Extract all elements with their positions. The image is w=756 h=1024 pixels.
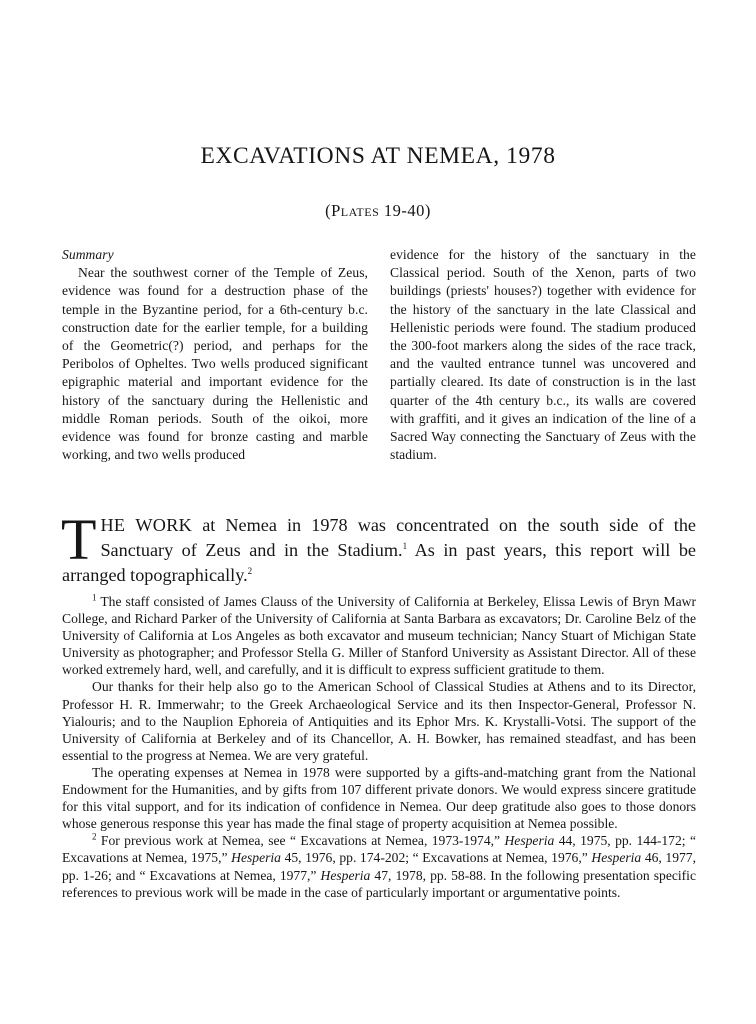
- intro-lead-caps: HE WORK: [100, 515, 193, 535]
- footnote-2-text: 47, 1978, pp. 58-88. In the following presentation specific references to previous work will be made in the case of particularly important or argumentative points.: [62, 867, 696, 900]
- article-title: EXCAVATIONS AT NEMEA, 1978: [200, 143, 556, 169]
- intro-text-b: As in past years, this report will be arranged topographically.: [62, 540, 696, 585]
- footnote-2-text: 46, 1977, pp. 1-26; and “ Excavations at Nemea, 1977,”: [62, 850, 697, 883]
- plates-reference: (Plates 19-40): [325, 201, 431, 220]
- journal-title: Hesperia: [504, 833, 555, 849]
- summary-left-column: [62, 246, 368, 464]
- drop-cap: T: [61, 507, 97, 572]
- footnote-1-paragraph-1: [62, 593, 696, 678]
- footnote-1-paragraph-2: Our thanks for their help also go to the American School of Classical Studies at Athens and to its Director, Professor H. R. Immerwahr; to the Greek Archaeological Service and its then Inspector-General, Professor N. Yialouris; and to the Nauplion Ephoreia of Antiquities and its Ephor Mrs. K. Krystalli-Votsi. The support of the University of California at Berkeley and of its Chancellor, A. H. Bowker, has remained steadfast, and has been essential to the progress at Nemea. We are very grateful.: [62, 679, 696, 763]
- footnote-ref-1[interactable]: 1: [402, 540, 408, 551]
- footnote-1-text: The staff consisted of James Clauss of the University of California at Berkeley, Elissa Lewis of Bryn Mawr College, and Richard Parker of the University of California at Santa Barbara as excavators; Dr. Caroline Belz of the University of California at Los Angeles as both excavator and museum technician; Nancy Stuart of Michigan State University as photographer; and Professor Stella G. Miller of Stanford University as Assistant Director. All of these worked extremely hard, well, and carefully, and it is difficult to express sufficient gratitude to them.: [62, 594, 696, 678]
- summary-text-left: Near the southwest corner of the Temple of Zeus, evidence was found for a destruction phase of the temple in the Byzantine period, for a 6th-century b.c. construction date for the earlier temple, for a building of the Geometric(?) period, and perhaps for the Peribolos of Opheltes. Two wells produced significant epigraphic material and important evidence for the history of the sanctuary during the Hellenistic and middle Roman periods. South of the oikoi, more evidence was found for bronze casting and marble working, and two wells produced: [62, 265, 368, 463]
- intro-text-a: at Nemea in 1978 was concentrated on the south side of the Sanctuary of Zeus and in the Stadium.: [100, 515, 696, 560]
- footnote-ref-2[interactable]: 2: [247, 565, 253, 576]
- footnote-2-text: 45, 1976, pp. 174-202; “ Excavations at Nemea, 1976,”: [280, 850, 592, 866]
- summary-heading: Summary: [62, 247, 114, 262]
- journal-title: Hesperia: [320, 867, 371, 883]
- footnote-2-mark: 2: [92, 831, 97, 842]
- footnote-2-text: 44, 1975, pp. 144-172; “ Excavations at Nemea, 1975,”: [62, 833, 696, 866]
- footnote-2-text: For previous work at Nemea, see “ Excavations at Nemea, 1973-1974,”: [100, 833, 505, 849]
- footnotes: [62, 593, 696, 901]
- summary-right-column: [390, 246, 696, 464]
- summary-text-right: evidence for the history of the sanctuary in the Classical period. South of the Xenon, parts of two buildings (priests' houses?) together with evidence for the history of the sanctuary in the late Classical and Hellenistic periods were found. The stadium produced the 300-foot markers along the sides of the race track, and the vaulted entrance tunnel was uncovered and partially cleared. Its date of construction is in the last quarter of the 4th century b.c., its walls are covered with graffiti, and it gives an indication of the line of a Sacred Way connecting the Sanctuary of Zeus with the stadium.: [390, 247, 696, 463]
- journal-title: Hesperia: [231, 850, 281, 866]
- intro-paragraph: [61, 507, 696, 588]
- journal-title: Hesperia: [591, 850, 642, 866]
- footnote-2: [62, 832, 696, 900]
- footnote-1-mark: 1: [92, 592, 97, 603]
- footnote-1-paragraph-3: The operating expenses at Nemea in 1978 were supported by a gifts-and-matching grant from the National Endowment for the Humanities, and by gifts from 107 different private donors. We would express sincere gratitude for this vital support, and for its indication of confidence in Nemea. Our deep gratitude also goes to those donors whose generous response this year has made the final stage of property acquisition at Nemea possible.: [62, 764, 696, 832]
